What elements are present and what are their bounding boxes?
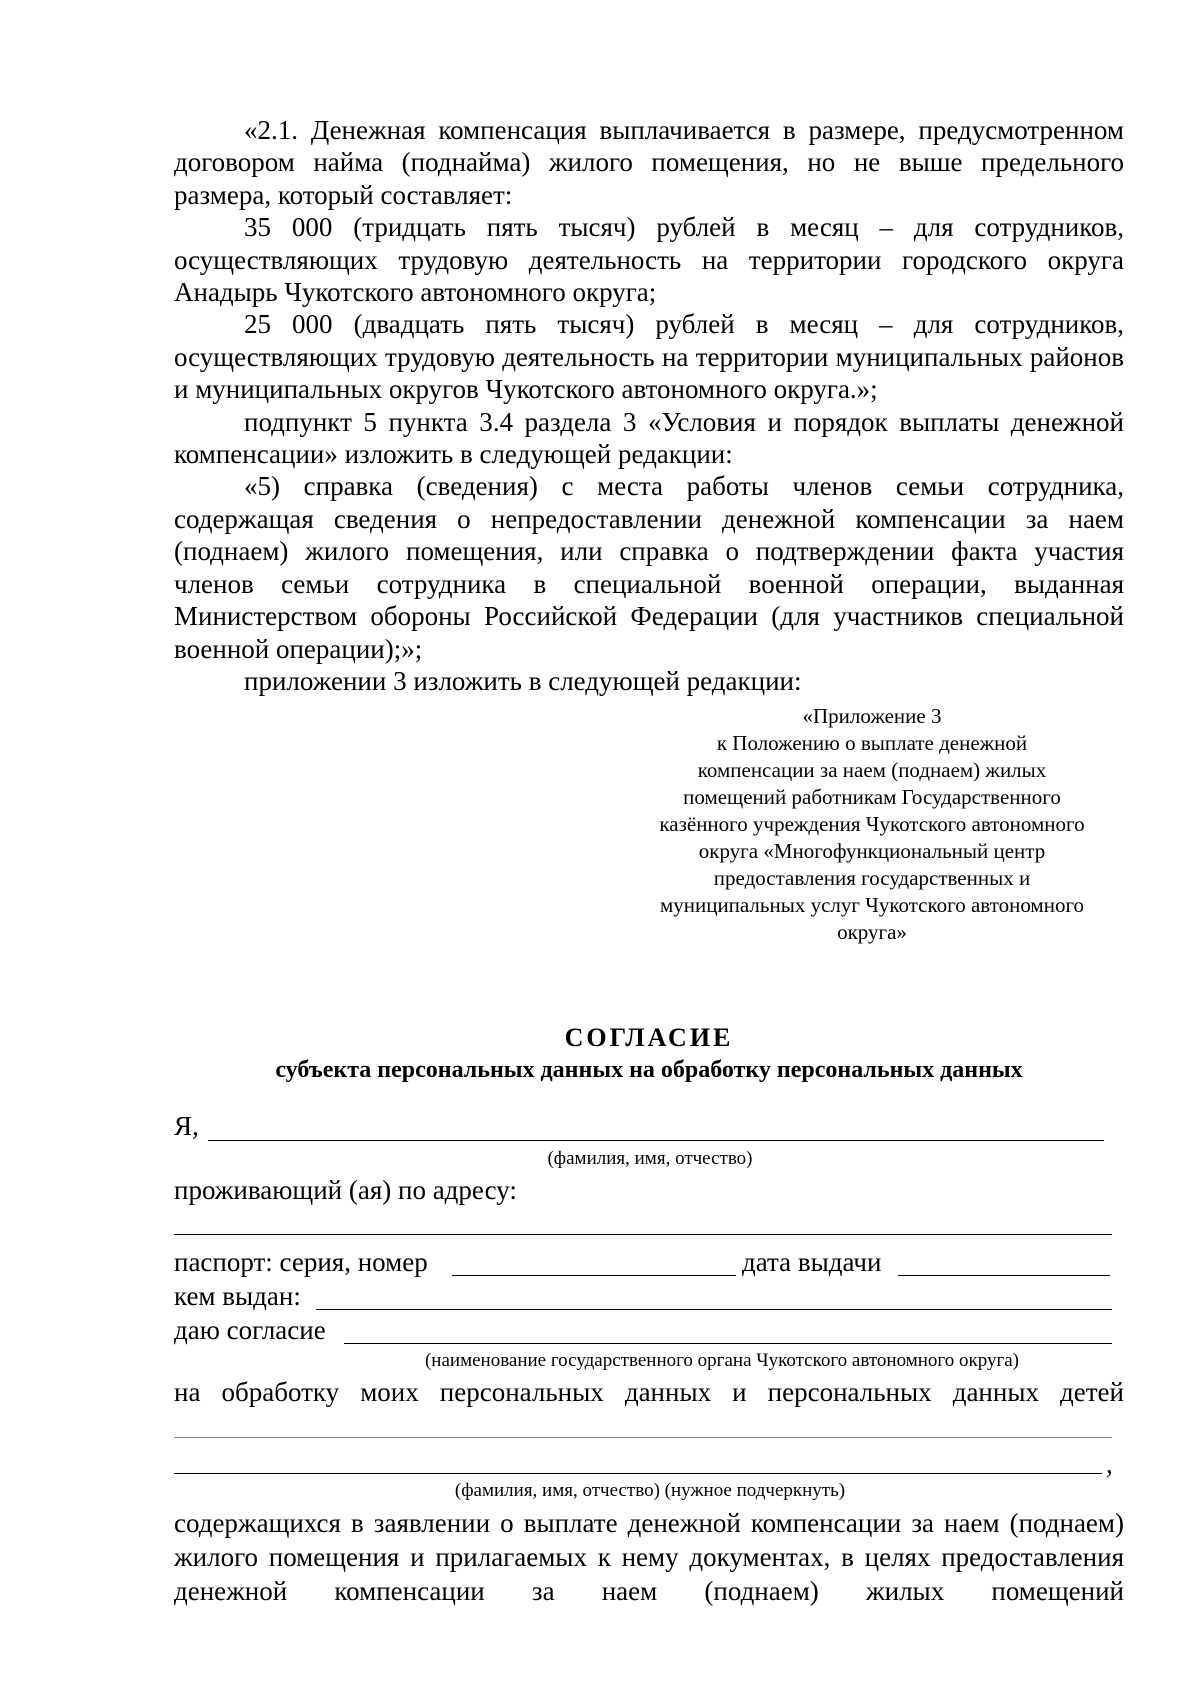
paragraph-appendix-intro: приложении 3 изложить в следующей редакции: — [244, 665, 802, 696]
processing-line: на обработку моих персональных данных и персональных данных детей — [174, 1377, 1124, 1407]
children-field-1[interactable] — [174, 1437, 1112, 1438]
passport-number-field[interactable] — [452, 1275, 736, 1276]
organ-hint: (наименование государственного органа Чукотского автономного округа) — [424, 1350, 1020, 1371]
document-body — [174, 114, 1124, 697]
paragraph-certificate: «5) справка (сведения) с места работы членов семьи сотрудника, содержащая сведения о непредоставлении денежной компенсации за наем (поднаем) жилого помещения, или справка о подтверждении факта участия членов семьи сотрудника в специальной военной операции, выданная Министерством обороны Российской Федерации (для участников специальной военной операции);»; — [174, 471, 1124, 664]
paragraph-subclause-5: подпункт 5 пункта 3.4 раздела 3 «Условия и порядок выплаты денежной компенсации» изложить в следующей редакции: — [174, 406, 1124, 470]
consent-title: СОГЛАСИЕ — [564, 1023, 734, 1052]
appendix-line: округа» — [837, 920, 907, 944]
address-field[interactable] — [174, 1234, 1112, 1235]
address-label: проживающий (ая) по адресу: — [174, 1175, 517, 1205]
children-field-2[interactable] — [174, 1473, 1102, 1474]
appendix-header — [592, 703, 1152, 946]
ya-label: Я, — [174, 1111, 199, 1141]
appendix-line: предоставления государственных и — [713, 866, 1031, 890]
appendix-line: округа «Многофункциональный центр — [698, 839, 1046, 863]
fio-field[interactable] — [208, 1140, 1104, 1141]
issue-date-label: дата выдачи — [742, 1247, 882, 1277]
appendix-line: к Положению о выплате денежной — [716, 731, 1028, 755]
paragraph-limit-districts: 25 000 (двадцать пять тысяч) рублей в месяц – для сотрудников, осуществляющих трудовую деятельность на территории муниципальных районов и муниципальных округов Чукотского автономного округа.»; — [174, 309, 1124, 405]
issued-by-field[interactable] — [316, 1309, 1112, 1310]
children-hint: (фамилия, имя, отчество) (нужное подчеркнуть) — [454, 1480, 846, 1501]
appendix-line: казённого учреждения Чукотского автономного — [659, 812, 1085, 836]
issue-date-field[interactable] — [898, 1275, 1110, 1276]
passport-label: паспорт: серия, номер — [174, 1247, 428, 1277]
paragraph-limit-anadyr: 35 000 (тридцать пять тысяч) рублей в месяц – для сотрудников, осуществляющих трудовую деятельность на территории городского округа Анадырь Чукотского автономного округа; — [174, 212, 1124, 308]
issued-by-label: кем выдан: — [174, 1281, 301, 1311]
final-paragraph: содержащихся в заявлении о выплате денежной компенсации за наем (поднаем) жилого помещения и прилагаемых к нему документах, в целях предоставления денежной компенсации за наем (поднаем) жилых помещений — [174, 1508, 1124, 1606]
appendix-line: помещений работникам Государственного — [683, 785, 1061, 809]
appendix-line: компенсации за наем (поднаем) жилых — [697, 758, 1047, 782]
comma: , — [1106, 1449, 1113, 1479]
fio-hint: (фамилия, имя, отчество) — [547, 1148, 753, 1169]
appendix-line: «Приложение 3 — [802, 704, 942, 728]
paragraph-2-1: «2.1. Денежная компенсация выплачивается в размере, предусмотренном договором найма (поднайма) жилого помещения, но не выше предельного размера, который составляет: — [174, 115, 1124, 210]
consent-subtitle: субъекта персональных данных на обработку персональных данных — [275, 1057, 1023, 1083]
organ-field[interactable] — [344, 1343, 1112, 1344]
appendix-line: муниципальных услуг Чукотского автономного — [659, 893, 1085, 917]
give-consent-label: даю согласие — [174, 1315, 326, 1345]
